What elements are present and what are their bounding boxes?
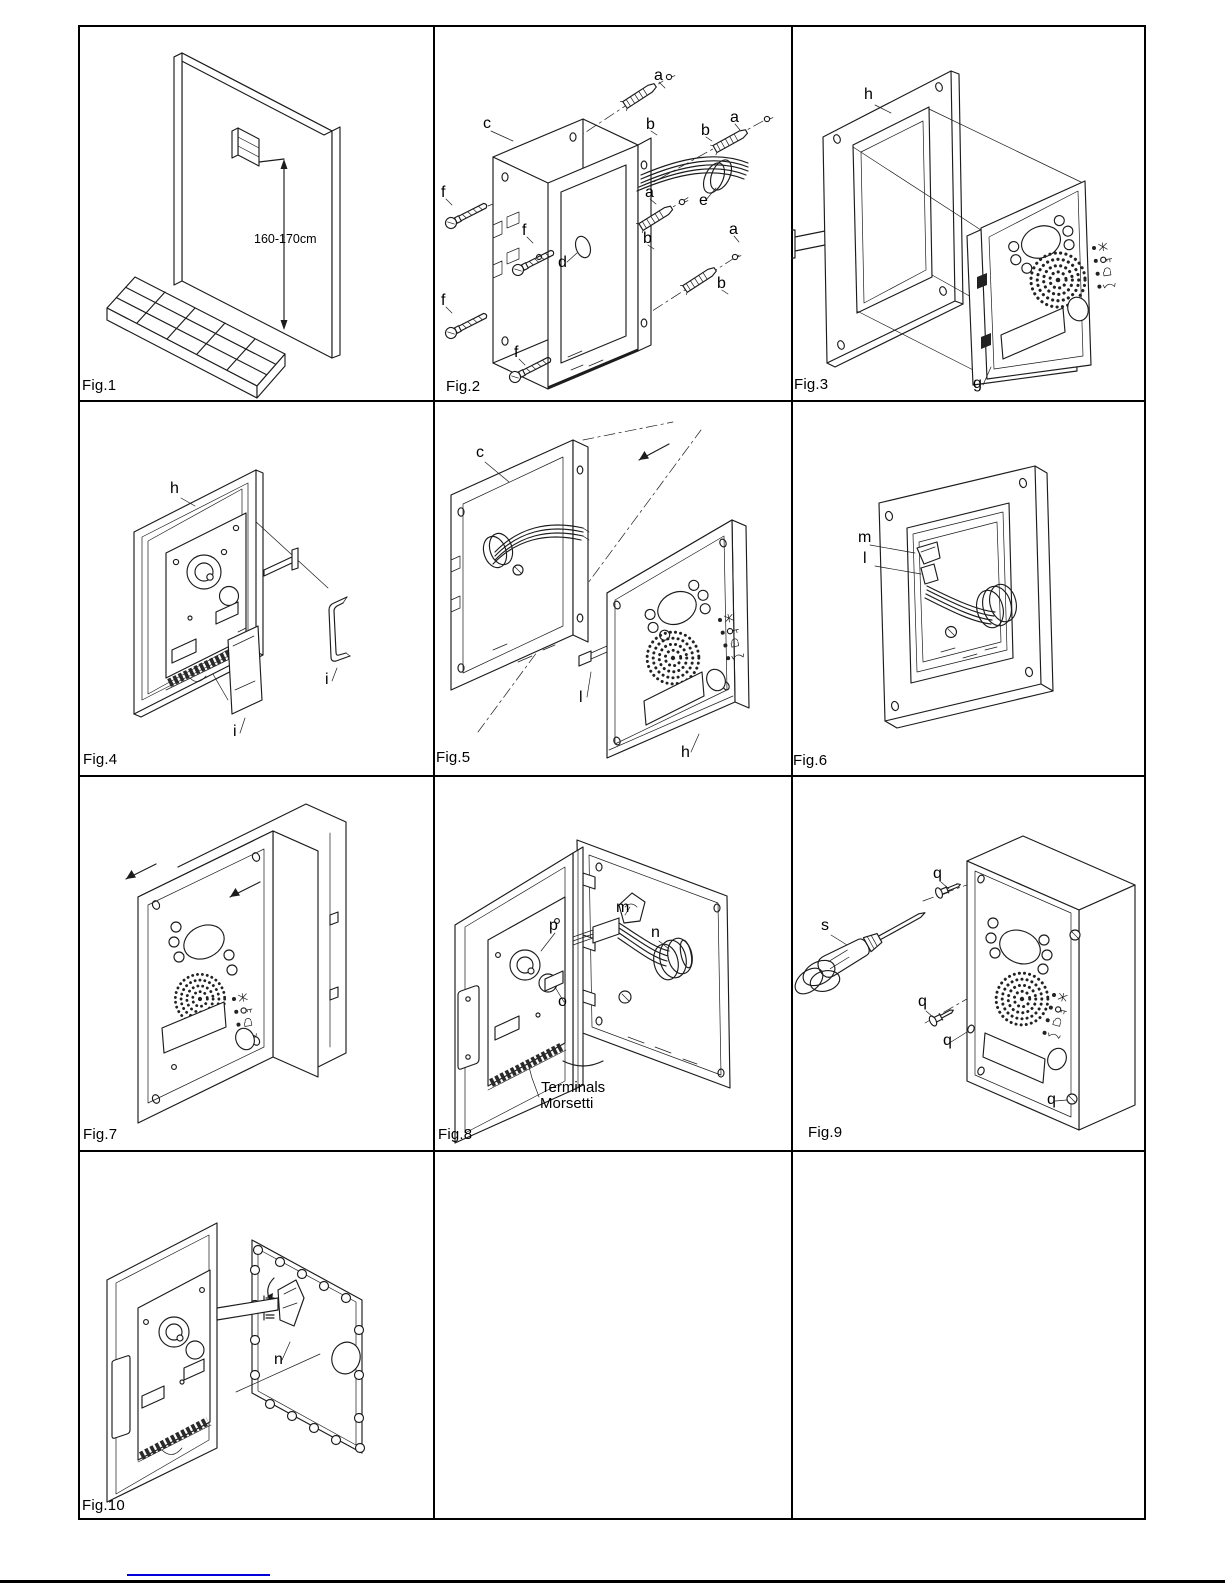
- figure-caption: Fig.5: [436, 749, 471, 766]
- part-label: o: [558, 993, 567, 1010]
- unit: [967, 836, 1135, 1130]
- part-label: h: [864, 86, 873, 103]
- part-label: c: [483, 115, 491, 132]
- page-bottom-rule: [0, 1580, 1225, 1583]
- part-label: f: [441, 184, 446, 201]
- morsetti-label: Morsetti: [540, 1095, 594, 1112]
- security-screws: [928, 879, 963, 1027]
- part-label: i: [325, 671, 329, 688]
- figure-drawing-8: [433, 775, 791, 1150]
- figure-cell-7: [78, 775, 433, 1150]
- figure-caption: Fig.7: [83, 1126, 118, 1143]
- flush-box: [451, 440, 588, 690]
- part-label: l: [863, 550, 867, 567]
- part-label: s: [821, 917, 829, 934]
- anchor-screws: [666, 74, 773, 259]
- part-label: a: [645, 184, 654, 201]
- part-label: i: [233, 723, 237, 740]
- slide-arrow: [639, 444, 669, 460]
- part-label: q: [933, 865, 942, 882]
- figure-cell-6: [791, 400, 1146, 775]
- figure-drawing-10: [78, 1150, 433, 1520]
- part-label: a: [729, 221, 738, 238]
- part-label: n: [274, 1351, 283, 1368]
- wall-frame-open: [577, 840, 730, 1088]
- part-label: b: [646, 116, 655, 133]
- bracket-l: [579, 646, 607, 666]
- figure-caption: Fig.4: [83, 751, 118, 768]
- part-label: q: [943, 1032, 952, 1049]
- part-label: b: [717, 275, 726, 292]
- part-label: g: [973, 375, 982, 392]
- figure-cell-8: [433, 775, 791, 1150]
- figure-cell-9: [791, 775, 1146, 1150]
- part-label: f: [522, 222, 527, 239]
- part-label: n: [651, 924, 660, 941]
- figure-caption: Fig.2: [446, 378, 481, 395]
- part-label: f: [441, 292, 446, 309]
- figure-drawing-5: [433, 400, 791, 775]
- clip-right: [329, 597, 350, 661]
- figure-cell-1: [78, 25, 433, 400]
- figure-caption: Fig.1: [82, 377, 117, 394]
- part-label: b: [643, 230, 652, 247]
- figure-caption: Fig.6: [793, 752, 828, 769]
- footer-link-underline[interactable]: [127, 1574, 270, 1576]
- figure-drawing-3: [791, 25, 1146, 400]
- front-panel: [967, 181, 1116, 385]
- part-label: l: [579, 689, 583, 706]
- figure-caption: Fig.9: [808, 1124, 843, 1141]
- part-label: q: [918, 993, 927, 1010]
- figure-drawing-4: [78, 400, 433, 775]
- status-icons: [1091, 242, 1115, 289]
- figure-cell-2: [433, 25, 791, 400]
- dimension-label: 160-170cm: [254, 232, 317, 246]
- part-label: q: [1047, 1091, 1056, 1108]
- figure-caption: Fig.10: [82, 1497, 125, 1514]
- part-label: e: [699, 192, 708, 209]
- part-label: a: [654, 67, 663, 84]
- part-label: p: [549, 917, 558, 934]
- part-label: f: [514, 344, 519, 361]
- figure-cell-4: [78, 400, 433, 775]
- figure-drawing-6: [791, 400, 1146, 775]
- part-label: b: [701, 122, 710, 139]
- part-label: m: [616, 899, 630, 916]
- frame: [879, 466, 1053, 728]
- empty-cell-2: [791, 1150, 1146, 1520]
- figure-drawing-1: [78, 25, 433, 400]
- part-label: c: [476, 444, 484, 461]
- figure-drawing-2: [433, 25, 791, 400]
- figure-cell-10: [78, 1150, 433, 1520]
- figure-cell-3: [791, 25, 1146, 400]
- front-module-open: [107, 1223, 217, 1502]
- hinge: [573, 847, 583, 1090]
- figure-drawing-9: [791, 775, 1146, 1150]
- empty-cell-1: [433, 1150, 791, 1520]
- front-unit: [607, 520, 749, 758]
- figure-caption: Fig.8: [438, 1126, 473, 1143]
- terminals-label: Terminals: [541, 1079, 606, 1096]
- screwdriver: [791, 903, 930, 999]
- part-label: a: [730, 109, 739, 126]
- part-label: m: [858, 529, 872, 546]
- bottom-plate: [228, 626, 262, 714]
- wall-stub: [791, 230, 825, 258]
- figure-caption: Fig.3: [794, 376, 829, 393]
- gasket-plate: [251, 1240, 365, 1453]
- part-label: h: [681, 744, 690, 761]
- t-handle: [264, 548, 298, 576]
- figure-grid: [78, 25, 1146, 1520]
- part-label: d: [558, 254, 567, 271]
- unit: [138, 831, 318, 1123]
- figure-drawing-7: [78, 775, 433, 1150]
- part-label: h: [170, 480, 179, 497]
- figure-cell-5: [433, 400, 791, 775]
